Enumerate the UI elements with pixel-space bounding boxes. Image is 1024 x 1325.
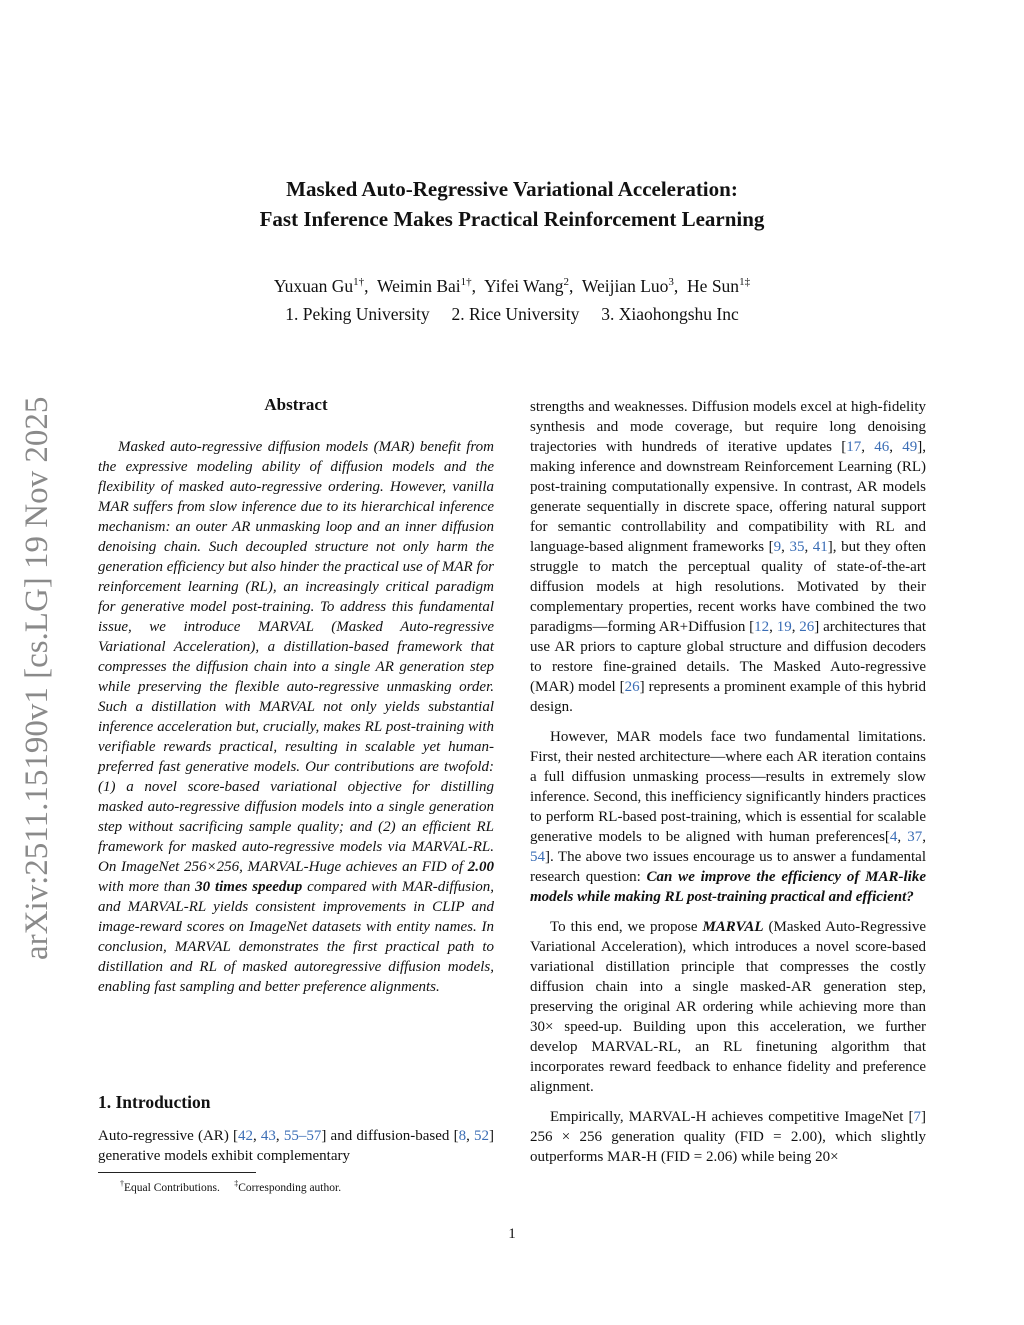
footnote-text-2: Corresponding author. xyxy=(238,1181,342,1194)
author-block xyxy=(0,268,1024,328)
citation-link[interactable]: 4 xyxy=(889,829,898,845)
citation-link[interactable]: 12 xyxy=(754,619,770,635)
intro-paragraph-3 xyxy=(530,917,926,1097)
intro-text: ] architectures that use AR priors to capture global structure and diffusion decoders to restore fine-grained details. The Masked Auto-regressive (MAR) model [ xyxy=(530,619,927,695)
citation-link[interactable]: 43 xyxy=(260,1128,276,1144)
method-name: MARVAL xyxy=(702,919,764,935)
intro-text: To this end, we propose xyxy=(550,919,703,935)
citation-link[interactable]: 8 xyxy=(458,1128,467,1144)
footnote xyxy=(120,1176,341,1196)
intro-left-column xyxy=(98,1126,494,1166)
citation-link[interactable]: 35 xyxy=(789,539,805,555)
author-1: Yuxuan Gu xyxy=(273,275,354,296)
abstract-paragraph xyxy=(98,437,494,997)
citation-link[interactable]: 55–57 xyxy=(283,1128,322,1144)
citation-link[interactable]: 42 xyxy=(237,1128,253,1144)
affiliations: 1. Peking University 2. Rice University 3. Xiaohongshu Inc xyxy=(285,303,739,324)
footnote-text-1: Equal Contributions. xyxy=(124,1181,220,1194)
intro-text: Empirically, MARVAL-H achieves competitive ImageNet [ xyxy=(550,1109,914,1125)
citation-link[interactable]: 37 xyxy=(907,829,923,845)
author-1-mark: 1† xyxy=(353,276,365,288)
research-question: Can we improve the efficiency of MAR-like models while making RL post-training practical and efficient? xyxy=(530,869,926,905)
intro-text: ] generative models exhibit complementary xyxy=(98,1128,495,1164)
citation-link[interactable]: 49 xyxy=(902,439,918,455)
method-acronym-expansion: Masked Auto-Regressive Variational Acceleration xyxy=(530,919,926,955)
author-5: He Sun xyxy=(687,275,740,296)
arxiv-identifier: arXiv:2511.15190v1 [cs.LG] 19 Nov 2025 xyxy=(19,396,55,960)
abstract-text-3: compared with MAR-diffusion, and MARVAL-RL yields consistent improvements in CLIP and image-reward scores on ImageNet datasets with entity names. In conclusion, MARVAL demonstrates the first practical path to distillation and RL of masked autoregressive diffusion models, enabling fast sampling and better preference alignments. xyxy=(98,879,494,995)
abstract-text-1: Masked auto-regressive diffusion models (MAR) benefit from the expressive modeling ability of diffusion models and the flexibility of masked auto-regressive ordering. However, vanilla MAR suffers from slow inference due to its hierarchical inference mechanism: an outer AR unmasking loop and an inner diffusion denoising chain. Such decoupled structure not only harm the generation efficiency but also hinder the practical use of MAR for reinforcement learning (RL), an increasingly critical paradigm for generative model post-training. To address this fundamental issue, we introduce MARVAL (Masked Auto-regressive Variational Acceleration), a distillation-based framework that compresses the diffusion chain into a single AR generation step while preserving the flexible auto-regressive unmasking order. Such a distillation with MARVAL not only yields substantial inference acceleration but, crucially, makes RL post-training with verifiable rewards practical, resulting in scalable yet human-preferred fast generative models. Our contributions are twofold: (1) a novel score-based variational objective for distilling masked auto-regressive diffusion models into a single generation step without sacrificing sample quality; and (2) an efficient RL framework for masked auto-regressive models via MARVAL-RL. On ImageNet 256×256, MARVAL-Huge achieves an FID of xyxy=(98,439,494,875)
author-names: Yuxuan $Gu^{1\dagger}$, Weimin Bai$^{1\dagger}$, Yifei Wang$^2$, Weijian Luo$^3$, He Sun$^{1\ddagger}$ xyxy=(273,275,751,296)
citation-link[interactable]: 41 xyxy=(812,539,828,555)
author-4-mark: 3 xyxy=(668,276,674,288)
author-3-mark: 2 xyxy=(563,276,570,288)
author-4: Weijian Luo xyxy=(581,275,669,296)
footnote-rule xyxy=(98,1172,256,1173)
citation-link[interactable]: 17 xyxy=(846,439,862,455)
paper-title xyxy=(0,174,1024,234)
intro-paragraph-4 xyxy=(530,1107,926,1167)
intro-text: ], but they often struggle to match the perceptual quality of state-of-the-art diffusion models at high resolutions. Motivated by their complementary properties, recent works have combined the two paradigms—forming AR+Diffusion [ xyxy=(530,539,927,635)
intro-paragraph-1-start: Auto-regressive (AR) [42, 43, 55–57] and diffusion-based [8, 52] generative models exhibit complementary xyxy=(98,1128,495,1164)
author-3: Yifei Wang xyxy=(484,275,564,296)
title-line-1: Masked Auto-Regressive Variational Acceleration: xyxy=(286,177,738,201)
citation-link[interactable]: 54 xyxy=(530,849,545,865)
author-5-mark: 1‡ xyxy=(739,276,751,288)
abstract-speedup: 30 times speedup xyxy=(195,879,303,895)
citation-link[interactable]: 19 xyxy=(776,619,792,635)
intro-right-column xyxy=(530,397,926,1177)
abstract-heading: Abstract xyxy=(264,395,328,414)
intro-text: ( xyxy=(763,919,774,935)
citation-link[interactable]: 7 xyxy=(913,1109,921,1125)
author-2-mark: 1† xyxy=(460,276,472,288)
section-heading-introduction: 1. Introduction xyxy=(98,1092,211,1112)
intro-paragraph-1-cont: strengths and weaknesses. Diffusion models excel at high-fidelity synthesis and mode coverage, but require long denoising trajectories with hundreds of iterative updates [17, 46, 49], making inference and downstream Reinforcement Learning (RL) post-training computationally expensive. In contrast, AR models generate sequentially in discrete space, offering natural support for semantic controllability and compatibility with RL and language-based alignment frameworks [9, 35, 41], but they often struggle to match the perceptual quality of state-of-the-art diffusion models at high resolutions. Motivated by their complementary properties, recent works have combined the two paradigms—forming AR+Diffusion [12, 19, 26] architectures that use AR priors to capture global structure and diffusion decoders to restore fine-grained details. The Masked Auto-regressive (MAR) model [26] represents a prominent example of this hybrid design. xyxy=(530,399,927,715)
citation-link[interactable]: 52 xyxy=(474,1128,490,1144)
author-2: Weimin Bai xyxy=(376,275,461,296)
intro-text: However, MAR models face two fundamental limitations. First, their nested architecture—where each AR iteration contains a full diffusion unmasking process—results in extremely slow inference. Second, this inefficiency significantly hinders practices to perform RL-based post-training, which is essential for scalable generative models to be aligned with human preferences[ xyxy=(530,729,926,845)
intro-text: strengths and weaknesses. Diffusion models excel at high-fidelity synthesis and mode coverage, but require long denoising trajectories with hundreds of iterative updates [ xyxy=(530,399,926,455)
footnote-mark-1: † xyxy=(120,1179,124,1188)
citation-link[interactable]: 46 xyxy=(874,439,890,455)
citation-link[interactable]: 26 xyxy=(799,619,815,635)
abstract-body xyxy=(98,437,494,997)
footnote-mark-2: ‡ xyxy=(234,1179,239,1188)
citation-link[interactable]: 26 xyxy=(624,679,640,695)
intro-text: Auto-regressive (AR) [ xyxy=(98,1128,238,1144)
title-line-2: Fast Inference Makes Practical Reinforcement Learning xyxy=(259,207,765,231)
intro-text: ] 256 × 256 generation quality (FID = 2.00), which slightly outperforms MAR-H (FID = 2.06) while being 20× xyxy=(530,1109,926,1165)
intro-text: ] represents a prominent example of this hybrid design. xyxy=(530,679,926,715)
citation-link[interactable]: 9 xyxy=(773,539,782,555)
intro-text: ], making inference and downstream Reinforcement Learning (RL) post-training computationally expensive. In contrast, AR models generate sequentially in discrete space, offering natural support for semantic controllability and compatibility with RL and language-based alignment frameworks [ xyxy=(530,439,926,555)
abstract-fid-value: 2.00 xyxy=(467,859,494,875)
intro-text: ] and diffusion-based [ xyxy=(321,1128,459,1144)
page-number: 1 xyxy=(508,1226,516,1242)
intro-text: ), which introduces a novel score-based variational distillation principle that compresses the costly diffusion chain into a single masked-AR generation step, preserving the original AR ordering while achieving more than 30× speed-up. Building upon this acceleration, we further develop MARVAL-RL, an RL finetuning algorithm that incorporates reward feedback to enhance fidelity and preference alignment. xyxy=(530,939,926,1095)
abstract-text-2: with more than xyxy=(98,879,196,895)
intro-text: ]. The above two issues encourage us to answer a fundamental research question: xyxy=(530,849,926,885)
intro-paragraph-2: However, MAR models face two fundamental limitations. First, their nested architecture—where each AR iteration contains a full diffusion unmasking process—results in extremely slow inference. Second, this inefficiency significantly hinders practices to perform RL-based post-training, which is essential for scalable generative models to be aligned with human preferences[4, 37, 54]. The above two issues encourage us to answer a fundamental research question: Can we improve the efficiency of MAR-like models while making RL post-training practical and efficient? xyxy=(530,729,926,905)
